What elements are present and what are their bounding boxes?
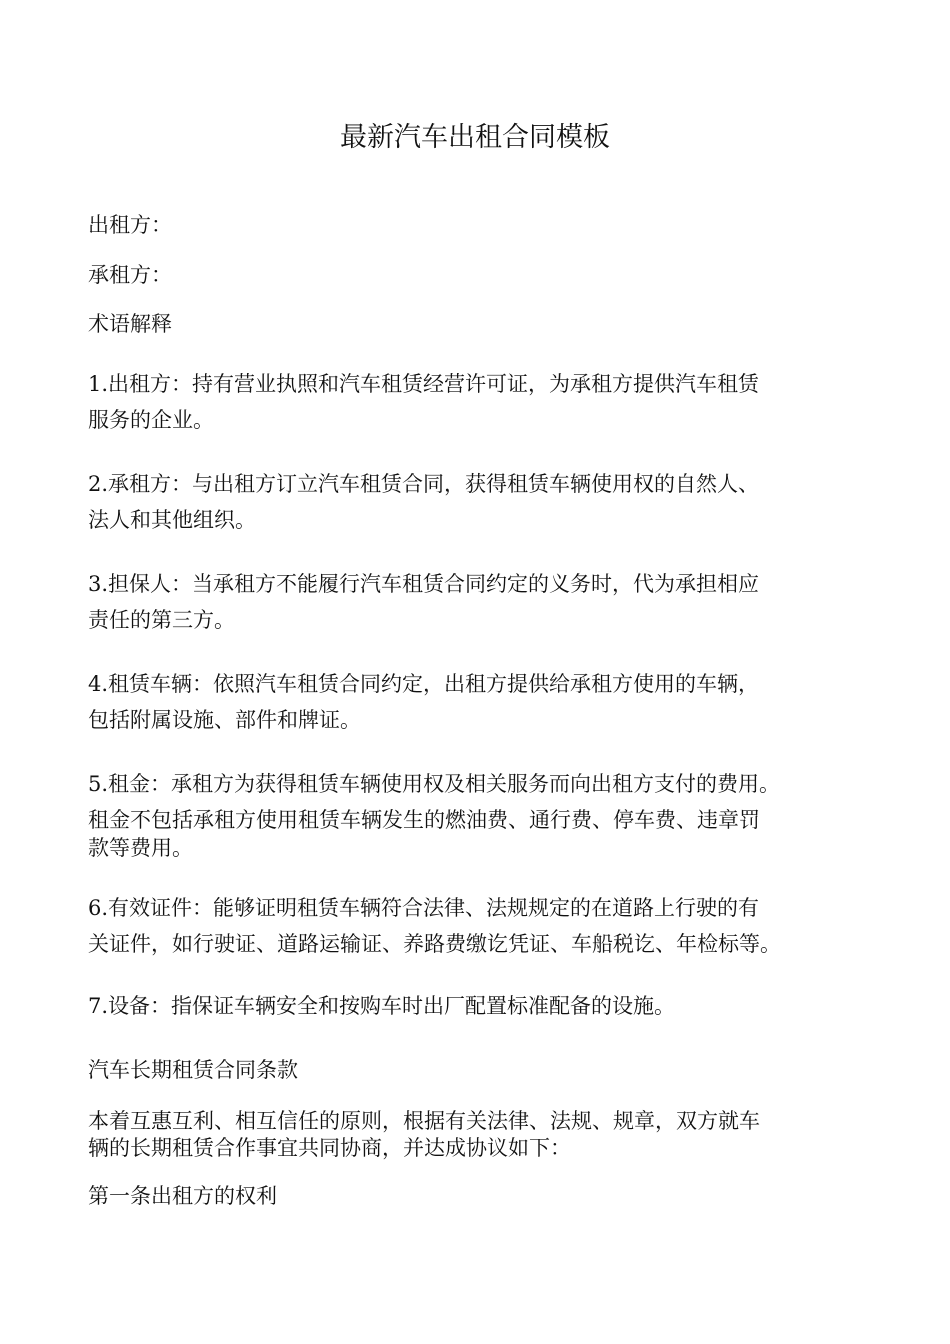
- definition-line: 5.租金：承租方为获得租赁车辆使用权及相关服务而向出租方支付的费用。: [88, 772, 781, 796]
- preamble-line: 辆的长期租赁合作事宜共同协商，并达成协议如下：: [88, 1136, 571, 1160]
- definition-item-3: [88, 566, 878, 638]
- preamble-line: 本着互惠互利、相互信任的原则，根据有关法律、法规、规章，双方就车: [88, 1109, 760, 1133]
- definition-line: 4.租赁车辆：依照汽车租赁合同约定，出租方提供给承租方使用的车辆，: [88, 672, 760, 696]
- definition-line: 租金不包括承租方使用租赁车辆发生的燃油费、通行费、停车费、违章罚: [88, 808, 760, 832]
- definition-line: 2.承租方：与出租方订立汽车租赁合同，获得租赁车辆使用权的自然人、: [88, 472, 760, 496]
- definition-line: 包括附属设施、部件和牌证。: [88, 708, 361, 732]
- definition-item-4: [88, 666, 878, 738]
- lessee-label: 承租方：: [88, 263, 172, 287]
- article-1-heading: 第一条出租方的权利: [88, 1184, 277, 1208]
- section-heading: 汽车长期租赁合同条款: [88, 1058, 298, 1082]
- definition-item-2: [88, 466, 878, 538]
- definition-item-6: [88, 890, 878, 962]
- definition-item-1: [88, 366, 878, 438]
- definition-line: 责任的第三方。: [88, 608, 235, 632]
- definition-line: 1.出租方：持有营业执照和汽车租赁经营许可证，为承租方提供汽车租赁: [88, 372, 760, 396]
- definition-item-5: [88, 766, 878, 858]
- lessor-label: 出租方：: [88, 213, 172, 237]
- definition-line: 款等费用。: [88, 836, 193, 860]
- definition-line: 服务的企业。: [88, 408, 214, 432]
- definition-line: 法人和其他组织。: [88, 508, 256, 532]
- preamble-paragraph: [88, 1108, 878, 1162]
- document-title: 最新汽车出租合同模板: [340, 122, 610, 153]
- definition-line: 关证件，如行驶证、道路运输证、养路费缴讫凭证、车船税讫、年检标等。: [88, 932, 781, 956]
- definition-line: 3.担保人：当承租方不能履行汽车租赁合同约定的义务时，代为承担相应: [88, 572, 760, 596]
- definition-line: 6.有效证件：能够证明租赁车辆符合法律、法规规定的在道路上行驶的有: [88, 896, 760, 920]
- terms-heading: 术语解释: [88, 312, 172, 336]
- definition-item-7: 7.设备：指保证车辆安全和按购车时出厂配置标准配备的设施。: [88, 994, 676, 1018]
